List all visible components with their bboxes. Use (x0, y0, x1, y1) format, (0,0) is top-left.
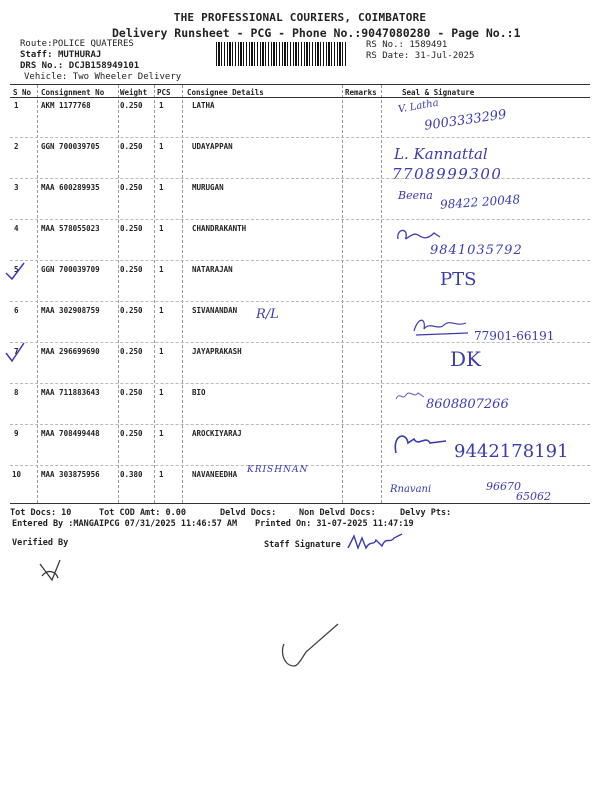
row-8-pcs: 1 (159, 388, 164, 397)
runsheet-title: Delivery Runsheet - PCG - Phone No.:9047080280 - Page No.:1 (112, 26, 521, 40)
row-divider (10, 424, 590, 425)
col-header-sno: S No (13, 88, 32, 97)
row-divider (10, 219, 590, 220)
row-2-sno: 2 (14, 142, 19, 151)
row-10-phone-2: 65062 (516, 490, 551, 503)
tot-docs: Tot Docs: 10 (10, 508, 72, 518)
row-8-weight: 0.250 (120, 388, 143, 397)
verified-by-scribble (36, 556, 66, 586)
col-header-consignee: Consignee Details (187, 88, 264, 97)
printed-on: Printed On: 31-07-2025 11:47:19 (255, 519, 414, 529)
row-4-weight: 0.250 (120, 224, 143, 233)
drs-barcode (216, 42, 348, 66)
row-6-consignment: MAA 302908759 (41, 306, 100, 315)
row-9-phone: 9442178191 (454, 441, 569, 462)
verified-by-label: Verified By (12, 538, 69, 548)
row-9-weight: 0.250 (120, 429, 143, 438)
row-10-weight: 0.380 (120, 470, 143, 479)
non-delivered-docs: Non Delvd Docs: (299, 508, 376, 518)
row-3-signature: Beena (398, 189, 433, 202)
rs-no-label: RS No.: (366, 40, 404, 50)
row-4-pcs: 1 (159, 224, 164, 233)
row-1-weight: 0.250 (120, 101, 143, 110)
row-5-consignment: GGN 700039709 (41, 265, 100, 274)
row-6-sno: 6 (14, 306, 19, 315)
row-2-pcs: 1 (159, 142, 164, 151)
row-10-sno: 10 (12, 470, 22, 479)
vehicle-value: Two Wheeler Delivery (72, 72, 182, 82)
delivery-points: Delvy Pts: (400, 508, 452, 518)
staff-signature-label: Staff Signature (264, 540, 341, 550)
row-4-consignment: MAA 578055023 (41, 224, 100, 233)
vehicle-line (24, 72, 181, 82)
rs-date-line (366, 51, 474, 61)
row-10-consignee: NAVANEEDHA (192, 470, 238, 479)
row-7-signature: DK (450, 347, 481, 371)
rs-no-line (366, 40, 447, 50)
row-9-pcs: 1 (159, 429, 164, 438)
column-divider (154, 85, 155, 503)
row-6-phone: 77901-66191 (474, 329, 555, 343)
row-1-consignee: LATHA (192, 101, 215, 110)
delivered-docs: Delvd Docs: (220, 508, 277, 518)
row-divider (10, 301, 590, 302)
column-divider (342, 85, 343, 503)
col-header-weight: Weight (120, 88, 148, 97)
row-7-pcs: 1 (159, 347, 164, 356)
row-7-consignee: JAYAPRAKASH (192, 347, 242, 356)
rs-date-label: RS Date: (366, 51, 410, 61)
row-9-signature-scribble (390, 429, 450, 459)
staff-value: MUTHURAJ (57, 50, 102, 60)
row-7-consignment: MAA 296699690 (41, 347, 100, 356)
row-5-tick-mark (4, 261, 26, 283)
row-2-signature: L. Kannattal (394, 145, 488, 163)
row-9-consignee: AROCKIYARAJ (192, 429, 242, 438)
vehicle-label: Vehicle: (24, 72, 68, 82)
row-4-consignee: CHANDRAKANTH (192, 224, 247, 233)
row-5-pcs: 1 (159, 265, 164, 274)
route-label: Route: (20, 39, 53, 49)
row-8-consignee: BIO (192, 388, 206, 397)
column-divider (118, 85, 119, 503)
col-header-pcs: PCS (157, 88, 171, 97)
column-divider (381, 85, 382, 503)
row-divider (10, 178, 590, 179)
row-6-pcs: 1 (159, 306, 164, 315)
row-divider (10, 383, 590, 384)
row-5-consignee: NATARAJAN (192, 265, 233, 274)
delivery-table (10, 84, 590, 504)
row-9-sno: 9 (14, 429, 19, 438)
large-check-mark (276, 622, 346, 672)
row-3-sno: 3 (14, 183, 19, 192)
row-10-pcs: 1 (159, 470, 164, 479)
col-header-signature: Seal & Signature (402, 88, 475, 97)
drs-line (20, 61, 139, 71)
row-1-pcs: 1 (159, 101, 164, 110)
row-5-sno: 5 (14, 265, 19, 274)
row-3-pcs: 1 (159, 183, 164, 192)
row-3-weight: 0.250 (120, 183, 143, 192)
company-title: THE PROFESSIONAL COURIERS, COIMBATORE (173, 11, 427, 24)
staff-label: Staff: (20, 50, 53, 60)
row-divider (10, 137, 590, 138)
row-10-consignment: MAA 303875956 (41, 470, 100, 479)
row-3-phone: 98422 20048 (439, 192, 521, 212)
header-divider (10, 97, 590, 98)
row-1-phone: 9003333299 (423, 107, 508, 134)
row-6-weight: 0.250 (120, 306, 143, 315)
row-7-tick-mark (4, 343, 26, 365)
row-2-weight: 0.250 (120, 142, 143, 151)
route-value: POLICE QUATERES (52, 39, 134, 49)
row-2-consignee: UDAYAPPAN (192, 142, 233, 151)
row-3-consignment: MAA 600289935 (41, 183, 100, 192)
row-4-sno: 4 (14, 224, 19, 233)
drs-value: DCJB158949101 (68, 61, 140, 71)
row-4-phone: 9841035792 (430, 243, 523, 258)
row-1-sno: 1 (14, 101, 19, 110)
row-5-weight: 0.250 (120, 265, 143, 274)
route-line (20, 39, 134, 49)
rs-no-value: 1589491 (409, 40, 448, 50)
row-6-consignee: SIVANANDAN (192, 306, 238, 315)
column-divider (182, 85, 183, 503)
row-8-sno: 8 (14, 388, 19, 397)
row-divider (10, 260, 590, 261)
staff-line (20, 50, 101, 60)
row-2-consignment: GGN 700039705 (41, 142, 100, 151)
row-7-weight: 0.250 (120, 347, 143, 356)
row-7-sno: 7 (14, 347, 19, 356)
drs-label: DRS No.: (20, 61, 64, 71)
row-10-note: KRISHNAN (247, 465, 309, 475)
row-1-consignment: AKM 1177768 (41, 101, 91, 110)
row-6-remark: R/L (256, 307, 279, 322)
row-6-signature-scribble (410, 315, 470, 339)
column-divider (37, 85, 38, 503)
row-3-consignee: MURUGAN (192, 183, 224, 192)
col-header-remarks: Remarks (345, 88, 377, 97)
row-1-signature: V. Latha (397, 97, 440, 116)
entered-by: Entered By :MANGAIPCG 07/31/2025 11:46:57 AM (12, 519, 238, 529)
row-2-phone: 7708999300 (392, 165, 503, 183)
col-header-consignment: Consignment No (41, 88, 105, 97)
row-8-consignment: MAA 711883643 (41, 388, 100, 397)
row-10-signature: Rnavani (390, 484, 432, 495)
row-10-phone-1: 96670 (486, 480, 521, 493)
row-5-signature: PTS (440, 269, 477, 290)
tot-cod-amount: Tot COD Amt: 0.00 (99, 508, 186, 518)
staff-signature-scribble (346, 530, 406, 556)
row-9-consignment: MAA 708499448 (41, 429, 100, 438)
row-8-phone: 8608807266 (426, 397, 509, 412)
rs-date-value: 31-Jul-2025 (414, 51, 475, 61)
